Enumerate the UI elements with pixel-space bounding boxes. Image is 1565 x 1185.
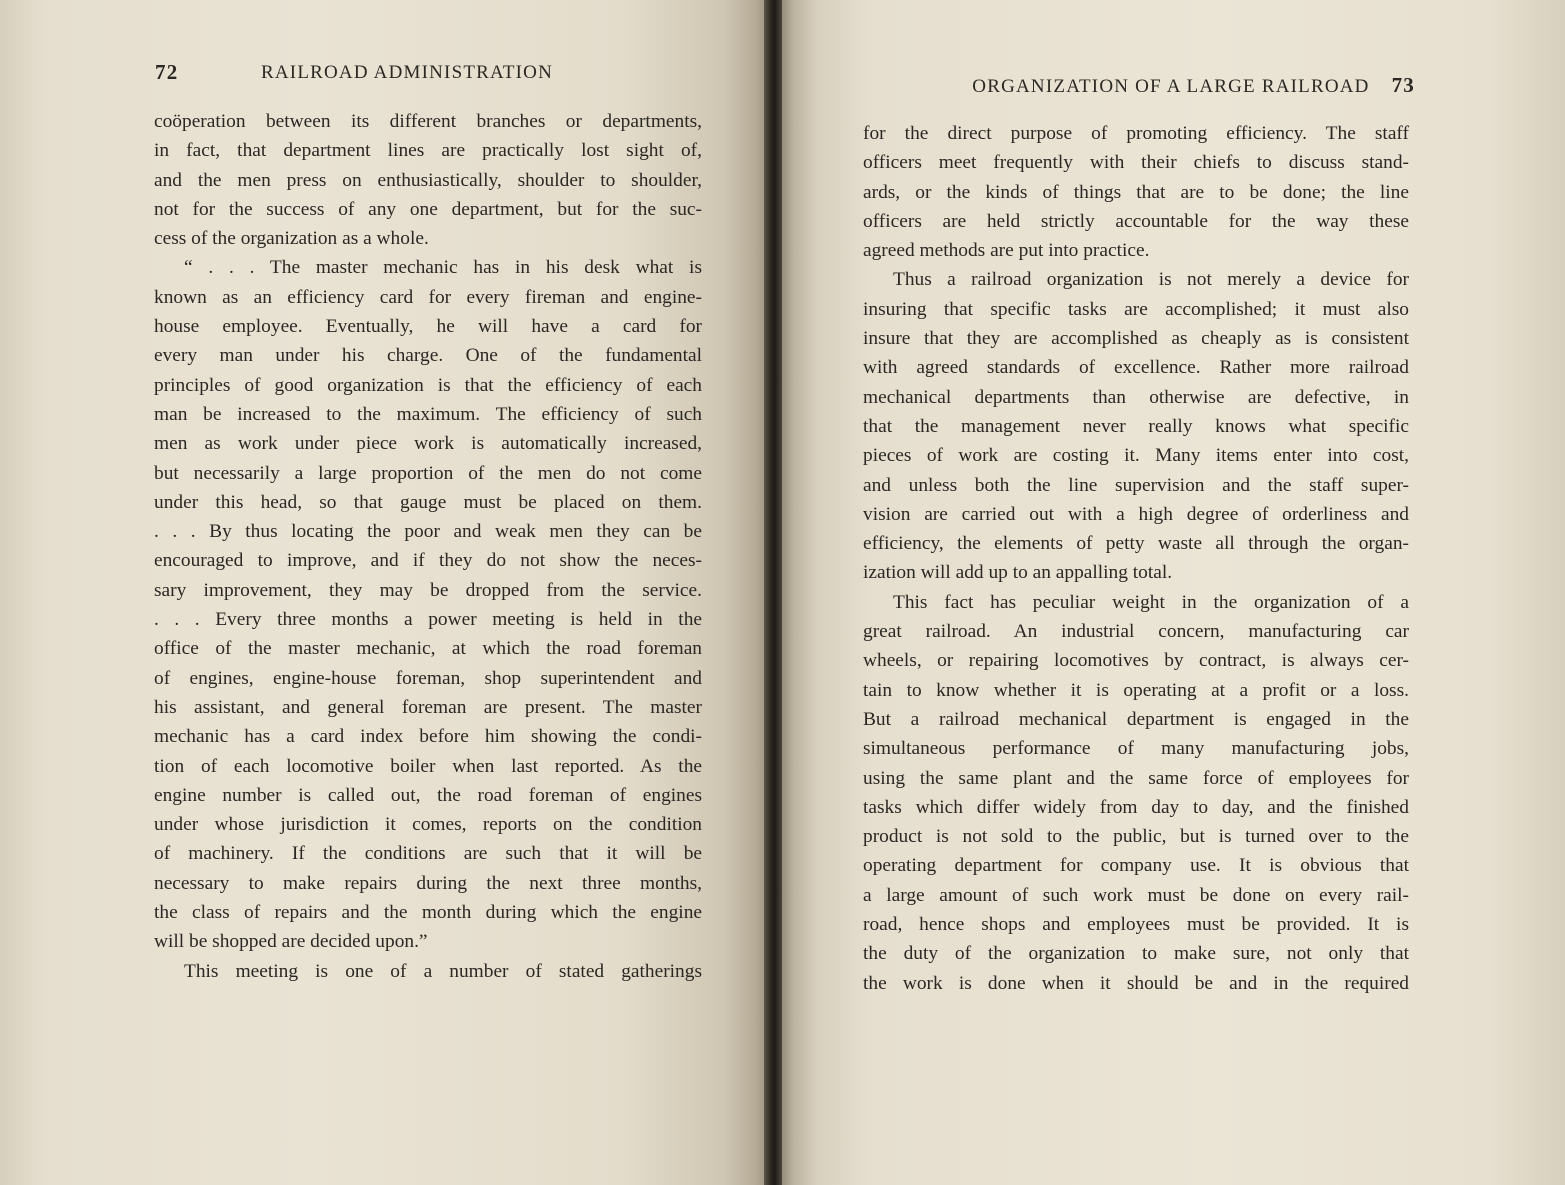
right-running-header	[903, 73, 1415, 98]
text-line: officers are held strictly accountable for the way these	[863, 210, 1409, 232]
text-line: . . . By thus locating the poor and weak men they can be	[154, 521, 702, 543]
text-line: with agreed standards of excellence. Rather more railroad	[863, 357, 1409, 379]
text-line: using the same plant and the same force of employees for	[863, 767, 1409, 789]
text-line: mechanical departments than otherwise are defective, in	[863, 386, 1409, 408]
text-line: ards, or the kinds of things that are to be done; the line	[863, 181, 1409, 203]
text-line: coöperation between its different branches or departments,	[154, 111, 702, 132]
text-line: a large amount of such work must be done on every rail-	[863, 884, 1409, 906]
left-page-body	[154, 107, 702, 986]
text-line: man be increased to the maximum. The efficiency of such	[154, 403, 702, 425]
text-line: necessary to make repairs during the next three months,	[154, 872, 702, 894]
text-line: of machinery. If the conditions are such that it will be	[154, 843, 702, 865]
text-line: principles of good organization is that the efficiency of each	[154, 374, 702, 396]
text-line: not for the success of any one department, but for the suc-	[154, 198, 702, 220]
text-line: ization will add up to an appalling total.	[863, 562, 1173, 584]
left-running-head-title: RAILROAD ADMINISTRATION	[261, 62, 554, 83]
text-line: . . . Every three months a power meeting is held in the	[154, 609, 702, 631]
text-line: under this head, so that gauge must be placed on them.	[154, 491, 702, 513]
page-number-right: 73	[1391, 73, 1415, 97]
text-line: but necessarily a large proportion of the men do not come	[154, 462, 702, 484]
text-line: and unless both the line supervision and the staff super-	[863, 474, 1409, 496]
text-line: tion of each locomotive boiler when last reported. As the	[154, 755, 702, 777]
text-line: encouraged to improve, and if they do not show the neces-	[154, 550, 702, 572]
text-line: This meeting is one of a number of stated gatherings	[184, 960, 702, 982]
text-line: his assistant, and general foreman are present. The master	[154, 696, 702, 718]
text-line: the duty of the organization to make sure, not only that	[863, 943, 1409, 965]
text-line: This fact has peculiar weight in the organization of a	[893, 591, 1409, 613]
text-line: the work is done when it should be and in the required	[863, 972, 1409, 994]
right-page	[778, 0, 1565, 1185]
text-line: insuring that specific tasks are accomplished; it must also	[863, 298, 1409, 320]
text-line: insure that they are accomplished as cheaply as is consistent	[863, 328, 1409, 350]
text-line: office of the master mechanic, at which the road foreman	[154, 638, 702, 660]
text-line: sary improvement, they may be dropped from the service.	[154, 579, 702, 601]
text-line: vision are carried out with a high degree of orderliness and	[863, 503, 1409, 525]
text-line: road, hence shops and employees must be provided. It is	[863, 914, 1409, 936]
text-line: operating department for company use. It is obvious that	[863, 855, 1409, 877]
text-line: product is not sold to the public, but is turned over to the	[863, 826, 1409, 848]
text-line: simultaneous performance of many manufacturing jobs,	[863, 738, 1409, 760]
text-line: efficiency, the elements of petty waste all through the organ-	[863, 533, 1409, 555]
page-number-left: 72	[155, 60, 179, 84]
text-line: of engines, engine-house foreman, shop superintendent and	[154, 667, 702, 689]
text-line: and the men press on enthusiastically, shoulder to shoulder,	[154, 169, 702, 191]
text-line: under whose jurisdiction it comes, reports on the condition	[154, 814, 702, 836]
text-line: the class of repairs and the month during which the engine	[154, 902, 702, 924]
text-line: house employee. Eventually, he will have a card for	[154, 316, 702, 338]
text-line: agreed methods are put into practice.	[863, 240, 1150, 262]
text-line: men as work under piece work is automatically increased,	[154, 433, 702, 455]
text-line: wheels, or repairing locomotives by contract, is always cer-	[863, 650, 1409, 672]
text-line: for the direct purpose of promoting efficiency. The staff	[863, 123, 1409, 144]
text-line: cess of the organization as a whole.	[154, 228, 429, 250]
text-line: known as an efficiency card for every fireman and engine-	[154, 286, 702, 308]
text-line: Thus a railroad organization is not merely a device for	[893, 269, 1409, 291]
text-line: officers meet frequently with their chiefs to discuss stand-	[863, 152, 1409, 174]
text-line: every man under his charge. One of the fundamental	[154, 345, 702, 367]
book-gutter	[764, 0, 782, 1185]
left-page	[0, 0, 778, 1185]
text-line: pieces of work are costing it. Many items enter into cost,	[863, 445, 1409, 467]
text-line: tasks which differ widely from day to day, and the finished	[863, 796, 1409, 818]
text-line: in fact, that department lines are practically lost sight of,	[154, 140, 702, 162]
text-line: mechanic has a card index before him showing the condi-	[154, 726, 702, 748]
text-line: will be shopped are decided upon.”	[154, 931, 428, 953]
text-line: that the management never really knows what specific	[863, 415, 1409, 437]
text-line: tain to know whether it is operating at a profit or a loss.	[863, 679, 1409, 701]
text-line: engine number is called out, the road foreman of engines	[154, 784, 702, 806]
text-line: “ . . . The master mechanic has in his desk what is	[184, 257, 702, 279]
text-line: great railroad. An industrial concern, manufacturing car	[863, 621, 1409, 643]
right-running-head-title: ORGANIZATION OF A LARGE RAILROAD	[972, 76, 1370, 97]
text-line: But a railroad mechanical department is engaged in the	[863, 708, 1409, 730]
right-page-body	[863, 119, 1409, 998]
